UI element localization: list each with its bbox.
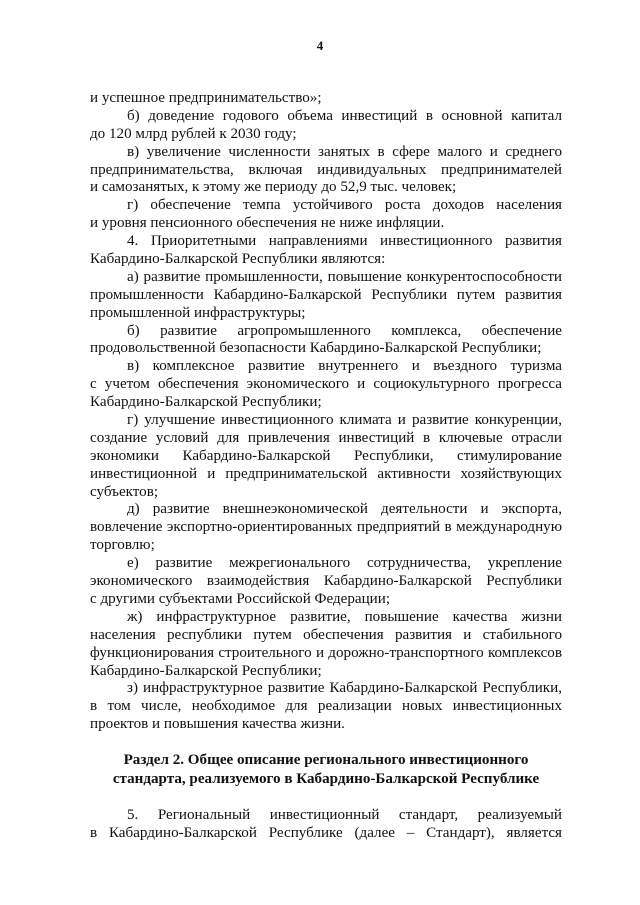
text-line: функционирования строительного и дорожно-транспортного комплексов: [90, 644, 562, 661]
text-line: ж) инфраструктурное развитие, повышение качества жизни: [127, 608, 562, 625]
spacer: [90, 789, 562, 807]
text-line: г) обеспечение темпа устойчивого роста доходов населения: [127, 197, 562, 214]
text-line: продовольственной безопасности Кабардино-Балкарской Республики;: [90, 340, 542, 357]
section-heading: [90, 752, 562, 789]
page-number: 4: [316, 38, 324, 53]
text-line: в Кабардино-Балкарской Республике (далее – Стандарт), является: [90, 824, 562, 841]
text-line: а) развитие промышленности, повышение конкурентоспособности: [127, 268, 562, 285]
text-line: экономики Кабардино-Балкарской Республики, стимулирование: [90, 447, 562, 464]
text-line: в) комплексное развитие внутреннего и въездного туризма: [127, 358, 562, 375]
text-line: 5. Региональный инвестиционный стандарт, реализуемый: [127, 807, 562, 824]
text-line: с другими субъектами Российской Федерации;: [90, 590, 391, 607]
text-line: г) улучшение инвестиционного климата и развитие конкуренции,: [127, 412, 562, 429]
text-line: Кабардино-Балкарской Республики;: [90, 662, 322, 679]
text-line: создание условий для привлечения инвестиций в ключевые отрасли: [90, 429, 562, 446]
text-line: экономического взаимодействия Кабардино-Балкарской Республики: [90, 573, 562, 590]
text-line: и успешное предпринимательство»;: [90, 90, 322, 106]
text-line: торговлю;: [90, 537, 155, 554]
body-text: [90, 90, 562, 734]
text-line: 4. Приоритетными направлениями инвестиционного развития: [127, 233, 562, 250]
text-line: б) развитие агропромышленного комплекса, обеспечение: [127, 322, 562, 339]
document-body: [90, 90, 562, 843]
text-line: промышленности Кабардино-Балкарской Республики путем развития: [90, 286, 562, 303]
text-line: Кабардино-Балкарской Республики являются:: [90, 251, 386, 268]
section-body-text: [90, 807, 562, 843]
text-line: с учетом обеспечения экономического и социокультурного прогресса: [90, 376, 562, 393]
text-line: б) доведение годового объема инвестиций в основной капитал: [127, 107, 562, 124]
text-line: Кабардино-Балкарской Республики;: [90, 394, 322, 411]
text-line: и самозанятых, к этому же периоду до 52,9 тыс. человек;: [90, 179, 457, 196]
text-line: д) развитие внешнеэкономической деятельности и экспорта,: [127, 501, 562, 518]
text-line: субъектов;: [90, 483, 159, 500]
text-line: промышленной инфраструктуры;: [90, 304, 306, 321]
text-line: е) развитие межрегионального сотрудничества, укрепление: [127, 555, 562, 572]
text-line: в том числе, необходимое для реализации новых инвестиционных: [90, 698, 562, 715]
section-heading-line: Раздел 2. Общее описание регионального инвестиционного: [123, 752, 529, 769]
section-heading-line: стандарта, реализуемого в Кабардино-Балкарской Республике: [112, 770, 540, 787]
text-line: вовлечение экспортно-ориентированных предприятий в международную: [90, 519, 562, 536]
text-line: предпринимательства, включая индивидуальных предпринимателей: [90, 161, 562, 178]
text-line: и уровня пенсионного обеспечения не ниже инфляции.: [90, 215, 445, 232]
text-line: инвестиционной и предпринимательской активности хозяйствующих: [90, 465, 562, 482]
text-line: в) увеличение численности занятых в сфере малого и среднего: [127, 143, 562, 160]
text-line: з) инфраструктурное развитие Кабардино-Балкарской Республики,: [127, 680, 562, 697]
text-line: проектов и повышения качества жизни.: [90, 716, 345, 733]
text-line: населения республики путем обеспечения развития и стабильного: [90, 626, 562, 643]
spacer: [90, 734, 562, 752]
text-line: до 120 млрд рублей к 2030 году;: [90, 125, 297, 142]
